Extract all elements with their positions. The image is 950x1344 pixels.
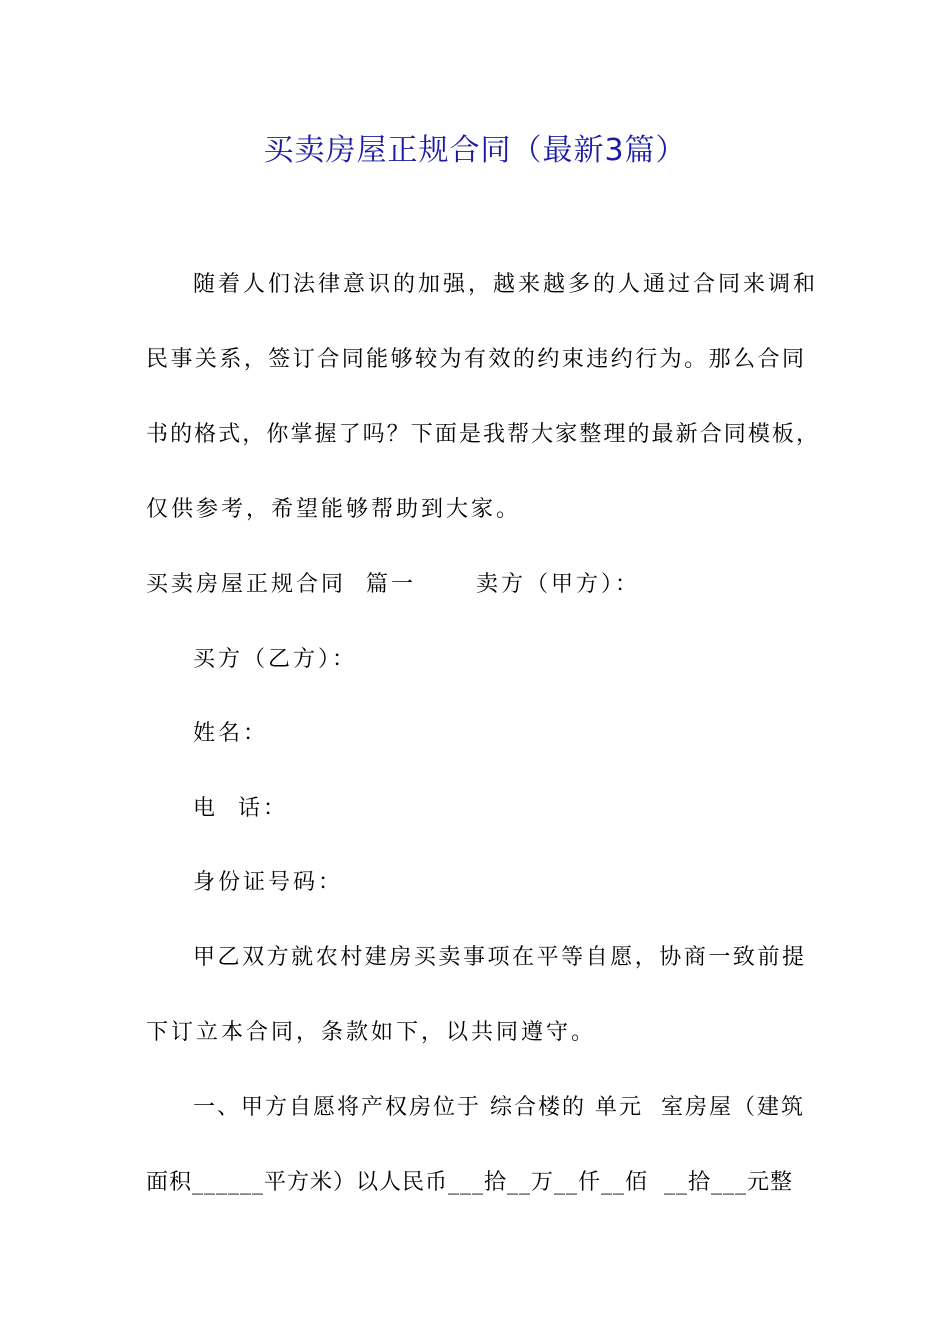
page-title: 买卖房屋正规合同（最新3篇） xyxy=(263,133,687,168)
id-number-field-label: 身份证号码： xyxy=(193,870,344,895)
buyer-field-label: 买方（乙方）： xyxy=(193,647,358,672)
section-heading: 买卖房屋正规合同 篇一 卖方（甲方）： xyxy=(146,572,640,597)
intro-line: 随着人们法律意识的加强，越来越多的人通过合同来调和 xyxy=(193,272,819,297)
agreement-line: 甲乙双方就农村建房买卖事项在平等自愿，协商一致前提 xyxy=(193,945,804,970)
agreement-line: 下订立本合同，条款如下，以共同遵守。 xyxy=(146,1020,597,1045)
intro-line: 民事关系，签订合同能够较为有效的约束违约行为。那么合同 xyxy=(146,347,804,372)
name-field-label: 姓名： xyxy=(193,721,269,746)
clause-line: 面积______平方米）以人民币___拾__万__仟__佰 __拾___元整 xyxy=(146,1170,793,1195)
intro-line: 仅供参考，希望能够帮助到大家。 xyxy=(146,497,522,522)
clause-line: 一、甲方自愿将产权房位于 综合楼的 单元 室房屋（建筑 xyxy=(193,1095,805,1120)
phone-field-label: 电 话： xyxy=(193,796,288,821)
intro-line: 书的格式，你掌握了吗？下面是我帮大家整理的最新合同模板， xyxy=(146,422,818,447)
